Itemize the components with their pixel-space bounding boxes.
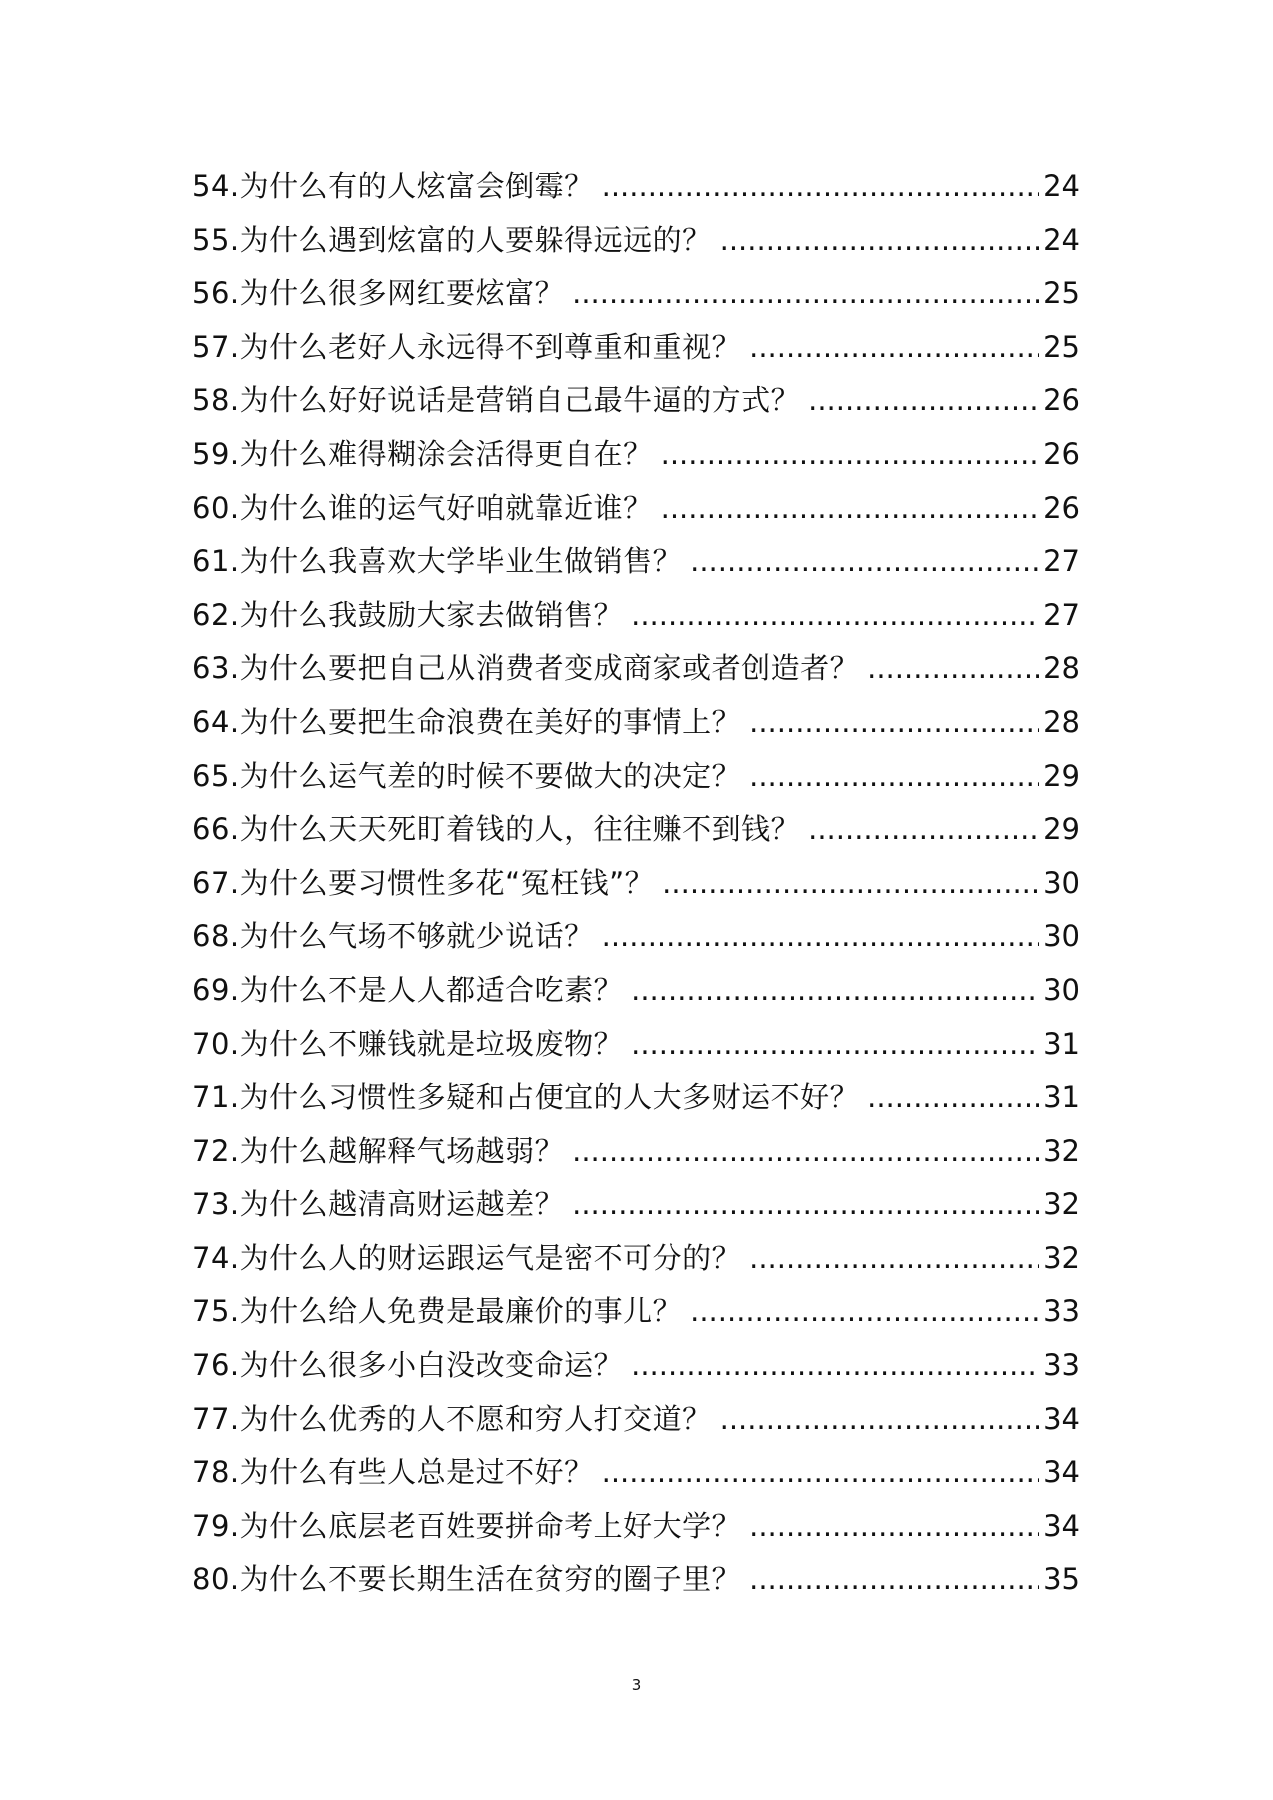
toc-entry [192, 1285, 1080, 1339]
toc-entry-title: 69.为什么不是人人都适合吃素？ [192, 972, 624, 1007]
toc-entry-page: 28 [1043, 704, 1080, 739]
toc-entry-page: 26 [1043, 436, 1080, 471]
toc-entry-page: 33 [1043, 1348, 1080, 1383]
toc-entry-title: 71.为什么习惯性多疑和占便宜的人大多财运不好？ [192, 1080, 860, 1115]
toc-entry-title: 73.为什么越清高财运越差？ [192, 1187, 565, 1222]
toc-entry [192, 1125, 1080, 1179]
toc-entry [192, 428, 1080, 482]
toc-entry-page: 30 [1043, 865, 1080, 900]
toc-entry [192, 1393, 1080, 1447]
toc-dot-leader [749, 321, 1039, 375]
toc-dot-leader [749, 1232, 1039, 1286]
toc-entry [192, 589, 1080, 643]
toc-dot-leader [808, 803, 1039, 857]
toc-entry [192, 321, 1080, 375]
toc-entry [192, 857, 1080, 911]
toc-entry-title: 61.为什么我喜欢大学毕业生做销售？ [192, 544, 683, 579]
toc-entry-page: 34 [1043, 1455, 1080, 1490]
toc-entry [192, 910, 1080, 964]
toc-dot-leader [749, 1500, 1039, 1554]
toc-dot-leader [602, 160, 1039, 214]
toc-entry-page: 25 [1043, 276, 1080, 311]
toc-entry [192, 214, 1080, 268]
toc-entry-title: 59.为什么难得糊涂会活得更自在？ [192, 436, 653, 471]
toc-entry-page: 34 [1043, 1401, 1080, 1436]
toc-entry [192, 160, 1080, 214]
toc-dot-leader [749, 696, 1039, 750]
toc-entry-title: 63.为什么要把自己从消费者变成商家或者创造者？ [192, 651, 860, 686]
toc-entry-title: 68.为什么气场不够就少说话？ [192, 919, 594, 954]
toc-entry-page: 25 [1043, 329, 1080, 364]
toc-dot-leader [572, 1125, 1039, 1179]
toc-entry-title: 79.为什么底层老百姓要拼命考上好大学？ [192, 1508, 742, 1543]
toc-entry-title: 54.为什么有的人炫富会倒霉？ [192, 169, 594, 203]
toc-entry-page: 26 [1043, 490, 1080, 525]
toc-dot-leader [662, 857, 1039, 911]
toc-entry [192, 535, 1080, 589]
toc-entry-title: 65.为什么运气差的时候不要做大的决定？ [192, 758, 742, 793]
toc-entry-title: 78.为什么有些人总是过不好？ [192, 1455, 594, 1490]
toc-dot-leader [631, 1018, 1039, 1072]
toc-entry-page: 34 [1043, 1508, 1080, 1543]
toc-entry [192, 1553, 1080, 1607]
toc-entry-page: 24 [1043, 222, 1080, 257]
toc-entry-page: 30 [1043, 919, 1080, 954]
toc-entry-page: 32 [1043, 1187, 1080, 1222]
toc-dot-leader [631, 1339, 1039, 1393]
toc-dot-leader [661, 428, 1039, 482]
toc-dot-leader [631, 964, 1039, 1018]
toc-entry [192, 1339, 1080, 1393]
table-of-contents [192, 160, 1080, 1607]
toc-entry [192, 1018, 1080, 1072]
toc-dot-leader [808, 374, 1039, 428]
toc-dot-leader [572, 267, 1039, 321]
toc-entry [192, 1071, 1080, 1125]
toc-dot-leader [572, 1178, 1039, 1232]
toc-entry-title: 77.为什么优秀的人不愿和穷人打交道？ [192, 1401, 712, 1436]
toc-entry-title: 74.为什么人的财运跟运气是密不可分的？ [192, 1240, 742, 1275]
toc-entry [192, 1178, 1080, 1232]
toc-entry [192, 964, 1080, 1018]
toc-entry-page: 35 [1043, 1562, 1080, 1597]
toc-entry-page: 29 [1043, 758, 1080, 793]
toc-entry-title: 66.为什么天天死盯着钱的人，往往赚不到钱？ [192, 812, 801, 847]
toc-entry-title: 75.为什么给人免费是最廉价的事儿？ [192, 1294, 683, 1329]
page-number: 3 [631, 1676, 642, 1694]
toc-entry [192, 750, 1080, 804]
toc-entry-title: 76.为什么很多小白没改变命运？ [192, 1348, 624, 1383]
toc-entry-title: 57.为什么老好人永远得不到尊重和重视？ [192, 329, 742, 364]
toc-entry-page: 29 [1043, 812, 1080, 847]
toc-dot-leader [720, 214, 1039, 268]
toc-entry-page: 31 [1043, 1080, 1080, 1115]
toc-entry [192, 482, 1080, 536]
toc-entry-page: 30 [1043, 972, 1080, 1007]
toc-dot-leader [690, 1285, 1039, 1339]
toc-entry-title: 60.为什么谁的运气好咱就靠近谁？ [192, 490, 653, 525]
toc-entry [192, 1500, 1080, 1554]
toc-dot-leader [867, 1071, 1039, 1125]
toc-entry-page: 27 [1043, 597, 1080, 632]
toc-entry-page: 26 [1043, 383, 1080, 418]
toc-dot-leader [602, 910, 1039, 964]
toc-entry [192, 642, 1080, 696]
toc-entry-title: 64.为什么要把生命浪费在美好的事情上？ [192, 704, 742, 739]
toc-entry-title: 62.为什么我鼓励大家去做销售？ [192, 597, 624, 632]
toc-entry [192, 1232, 1080, 1286]
toc-entry [192, 803, 1080, 857]
toc-entry-title: 80.为什么不要长期生活在贫穷的圈子里？ [192, 1562, 742, 1597]
toc-entry-title: 72.为什么越解释气场越弱？ [192, 1133, 565, 1168]
toc-entry-page: 32 [1043, 1133, 1080, 1168]
toc-entry [192, 696, 1080, 750]
toc-entry-page: 28 [1043, 651, 1080, 686]
toc-entry-title: 67.为什么要习惯性多花“冤枉钱”？ [192, 865, 655, 900]
toc-dot-leader [867, 642, 1039, 696]
toc-entry-page: 33 [1043, 1294, 1080, 1329]
toc-entry-page: 27 [1043, 544, 1080, 579]
toc-entry-title: 55.为什么遇到炫富的人要躲得远远的？ [192, 222, 712, 257]
toc-dot-leader [602, 1446, 1039, 1500]
toc-entry-page: 31 [1043, 1026, 1080, 1061]
toc-entry-page: 32 [1043, 1240, 1080, 1275]
toc-entry [192, 374, 1080, 428]
toc-entry-title: 70.为什么不赚钱就是垃圾废物？ [192, 1026, 624, 1061]
toc-dot-leader [720, 1393, 1039, 1447]
toc-entry [192, 267, 1080, 321]
toc-dot-leader [690, 535, 1039, 589]
toc-entry-page: 24 [1043, 169, 1080, 203]
toc-dot-leader [661, 482, 1039, 536]
toc-dot-leader [749, 750, 1039, 804]
toc-dot-leader [749, 1553, 1039, 1607]
toc-entry-title: 56.为什么很多网红要炫富？ [192, 276, 565, 311]
toc-entry [192, 1446, 1080, 1500]
toc-dot-leader [631, 589, 1039, 643]
toc-entry-title: 58.为什么好好说话是营销自己最牛逼的方式？ [192, 383, 801, 418]
